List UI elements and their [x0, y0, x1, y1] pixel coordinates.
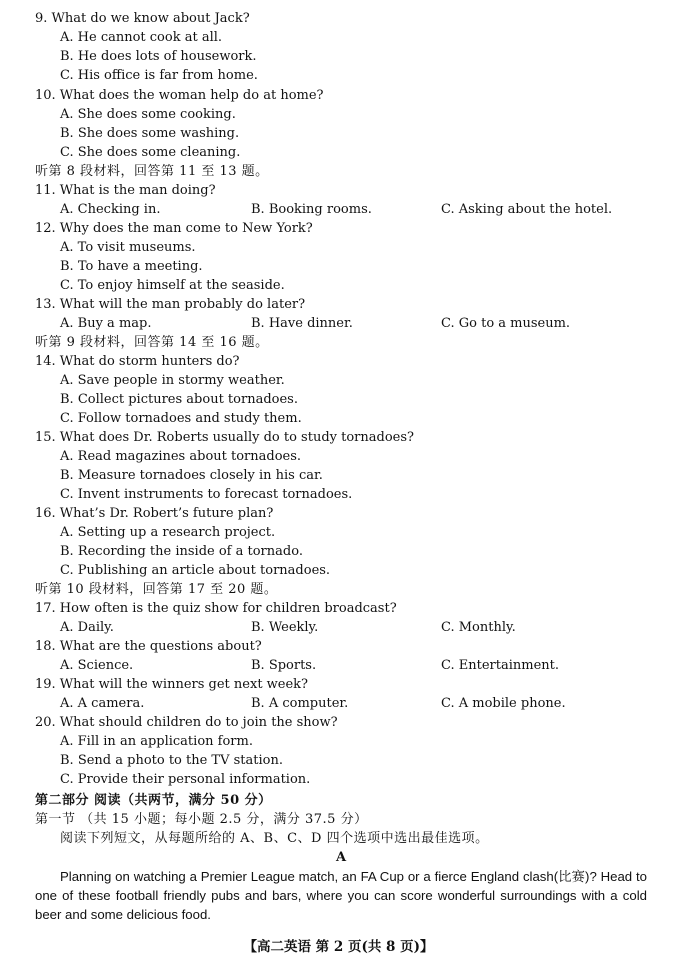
passage-label: A — [335, 850, 347, 865]
question-19-options — [60, 694, 647, 713]
question-14-option-b: B. Collect pictures about tornadoes. — [60, 392, 298, 407]
question-17-stem: 17. How often is the quiz show for children broadcast? — [35, 601, 397, 616]
question-18-option-b: B. Sports. — [251, 658, 317, 673]
question-15-option-a: A. Read magazines about tornadoes. — [60, 449, 302, 464]
question-15-stem: 15. What does Dr. Roberts usually do to study tornadoes? — [35, 430, 414, 445]
question-13-options — [60, 314, 647, 333]
section-9-instruction: 听第 9 段材料，回答第 14 至 16 题。 — [35, 335, 269, 350]
part-2-heading: 第二部分 阅读（共两节，满分 50 分） — [35, 793, 272, 808]
question-12-option-a: A. To visit museums. — [60, 240, 196, 255]
passage-paragraph: Planning on watching a Premier League match, an FA Cup or a fierce England clash(比赛)? Head to one of these football friendly pubs and bars, where you can score wonderful surroundings with a cold beer and some delicious food. — [35, 869, 647, 922]
question-17-option-b: B. Weekly. — [251, 620, 319, 635]
question-12-option-b: B. To have a meeting. — [60, 259, 203, 274]
question-17-option-c: C. Monthly. — [441, 620, 516, 635]
question-13-stem: 13. What will the man probably do later? — [35, 297, 306, 312]
question-16-stem: 16. What’s Dr. Robert’s future plan? — [35, 506, 274, 521]
section-1-heading: 第一节 （共 15 小题；每小题 2.5 分，满分 37.5 分） — [35, 812, 368, 827]
question-12-option-c: C. To enjoy himself at the seaside. — [60, 278, 285, 293]
question-13-option-c: C. Go to a museum. — [441, 316, 571, 331]
question-14-option-c: C. Follow tornadoes and study them. — [60, 411, 302, 426]
question-17-option-a: A. Daily. — [60, 620, 114, 635]
question-11-option-c: C. Asking about the hotel. — [441, 202, 613, 217]
question-20-option-a: A. Fill in an application form. — [60, 734, 253, 749]
question-19-option-c: C. A mobile phone. — [441, 696, 566, 711]
question-20-option-c: C. Provide their personal information. — [60, 772, 311, 787]
question-20-option-b: B. Send a photo to the TV station. — [60, 753, 283, 768]
question-11-option-a: A. Checking in. — [60, 202, 161, 217]
question-18-option-c: C. Entertainment. — [441, 658, 559, 673]
question-15-option-c: C. Invent instruments to forecast tornadoes. — [60, 487, 353, 502]
question-13-option-b: B. Have dinner. — [251, 316, 353, 331]
question-11-stem: 11. What is the man doing? — [35, 183, 216, 198]
question-19-stem: 19. What will the winners get next week? — [35, 677, 309, 692]
question-10-stem: 10. What does the woman help do at home? — [35, 88, 324, 103]
question-11-option-b: B. Booking rooms. — [251, 202, 372, 217]
section-10-instruction: 听第 10 段材料，回答第 17 至 20 题。 — [35, 582, 278, 597]
question-10-option-b: B. She does some washing. — [60, 126, 240, 141]
question-16-option-c: C. Publishing an article about tornadoes. — [60, 563, 331, 578]
section-8-instruction: 听第 8 段材料，回答第 11 至 13 题。 — [35, 164, 269, 179]
reading-instruction: 阅读下列短文，从每题所给的 A、B、C、D 四个选项中选出最佳选项。 — [60, 831, 489, 846]
question-9-option-b: B. He does lots of housework. — [60, 49, 257, 64]
question-16-option-b: B. Recording the inside of a tornado. — [60, 544, 303, 559]
question-9-option-c: C. His office is far from home. — [60, 68, 258, 83]
question-18-option-a: A. Science. — [60, 658, 134, 673]
question-11-options — [60, 200, 647, 219]
question-18-options — [60, 656, 647, 675]
question-20-stem: 20. What should children do to join the show? — [35, 715, 338, 730]
question-15-option-b: B. Measure tornadoes closely in his car. — [60, 468, 323, 483]
question-16-option-a: A. Setting up a research project. — [60, 525, 276, 540]
question-9-option-a: A. He cannot cook at all. — [60, 30, 223, 45]
question-14-stem: 14. What do storm hunters do? — [35, 354, 240, 369]
question-19-option-b: B. A computer. — [251, 696, 349, 711]
question-13-option-a: A. Buy a map. — [60, 316, 152, 331]
question-9-stem: 9. What do we know about Jack? — [35, 11, 250, 26]
question-17-options — [60, 618, 647, 637]
question-10-option-c: C. She does some cleaning. — [60, 145, 241, 160]
question-18-stem: 18. What are the questions about? — [35, 639, 262, 654]
page-footer: 【高二英语 第 2 页(共 8 页)】 — [243, 939, 434, 955]
question-14-option-a: A. Save people in stormy weather. — [60, 373, 285, 388]
question-12-stem: 12. Why does the man come to New York? — [35, 221, 313, 236]
question-19-option-a: A. A camera. — [60, 696, 145, 711]
question-10-option-a: A. She does some cooking. — [60, 107, 236, 122]
